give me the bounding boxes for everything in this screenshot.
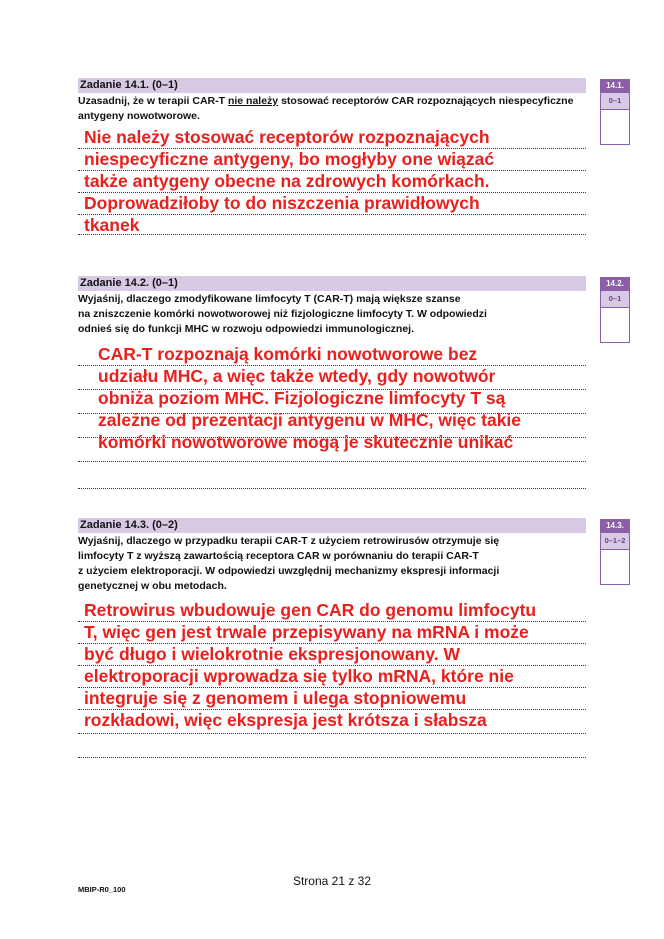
task-header: Zadanie 14.3. (0–2) [78, 518, 586, 533]
document-code: MBIP-R0_100 [78, 885, 126, 894]
score-input[interactable] [600, 550, 630, 585]
question-text: Uzasadnij, że w terapii CAR-T [78, 95, 228, 107]
answer-line: Retrowirus wbudowuje gen CAR do genomu limfocytu [84, 600, 537, 620]
task-14-3 [78, 518, 586, 731]
score-id: 14.1. [600, 79, 630, 93]
question-text: genetycznej w obu metodach. [78, 580, 227, 592]
answer-line: CAR-T rozpoznają komórki nowotworowe bez [98, 344, 478, 364]
answer-line: udziału MHC, a więc także wtedy, gdy nowotwór [98, 366, 496, 386]
task-header: Zadanie 14.1. (0–1) [78, 78, 586, 93]
task-question [78, 534, 586, 594]
answer-area[interactable] [78, 343, 586, 453]
answer-line: Nie należy stosować receptorów rozpoznających [84, 127, 490, 147]
answer-line: T, więc gen jest trwale przepisywany na mRNA i może [84, 622, 529, 642]
answer-area[interactable] [78, 599, 586, 731]
task-14-1 [78, 78, 586, 236]
answer-line: komórki nowotworowe mogą je skutecznie unikać [98, 432, 514, 452]
task-question [78, 292, 586, 337]
score-box-14-1 [600, 79, 630, 145]
score-box-14-2 [600, 277, 630, 343]
answer-line: być długo i wielokrotnie ekspresjonowany. W [84, 644, 460, 664]
question-emphasis: nie należy [227, 95, 279, 107]
page-number: Strona 21 z 32 [292, 874, 372, 888]
question-text: stosować receptorów CAR rozpoznających niespecyficzne antygeny nowotworowe. [78, 95, 574, 122]
answer-line: obniża poziom MHC. Fizjologiczne limfocyty T są [98, 388, 506, 408]
answer-line: tkanek [84, 215, 140, 235]
score-input[interactable] [600, 110, 630, 145]
task-14-2 [78, 276, 586, 453]
score-id: 14.2. [600, 277, 630, 291]
question-text: Wyjaśnij, dlaczego zmodyfikowane limfocyty T (CAR-T) mają większe szanse [78, 293, 461, 305]
task-question [78, 94, 586, 124]
question-text: limfocyty T z wyższą zawartością receptora CAR w porównaniu do terapii CAR-T [78, 550, 479, 562]
task-header: Zadanie 14.2. (0–1) [78, 276, 586, 291]
score-range: 0–1 [600, 291, 630, 308]
answer-line: Doprowadziłoby to do niszczenia prawidłowych [84, 193, 480, 213]
score-input[interactable] [600, 308, 630, 343]
question-text: Wyjaśnij, dlaczego w przypadku terapii CAR-T z użyciem retrowirusów otrzymuje się [78, 535, 500, 547]
question-text: na zniszczenie komórki nowotworowej niż fizjologiczne limfocyty T. W odpowiedzi [78, 308, 487, 320]
answer-line: rozkładowi, więc ekspresja jest krótsza i słabsza [84, 710, 487, 730]
score-box-14-3 [600, 519, 630, 585]
score-range: 0–1 [600, 93, 630, 110]
question-text: odnieś się do funkcji MHC w rozwoju odpowiedzi immunologicznej. [78, 323, 415, 335]
answer-line: także antygeny obecne na zdrowych komórkach. [84, 171, 490, 191]
score-range: 0–1–2 [600, 533, 630, 550]
answer-line: zależne od prezentacji antygenu w MHC, więc takie [98, 410, 522, 430]
answer-line: integruje się z genomem i ulega stopniowemu [84, 688, 467, 708]
question-text: z użyciem elektroporacji. W odpowiedzi uwzględnij mechanizmy ekspresji informacji [78, 565, 500, 577]
score-id: 14.3. [600, 519, 630, 533]
answer-line: niespecyficzne antygeny, bo mogłyby one wiązać [84, 149, 495, 169]
answer-line: elektroporacji wprowadza się tylko mRNA, które nie [84, 666, 514, 686]
answer-area[interactable] [78, 126, 586, 236]
